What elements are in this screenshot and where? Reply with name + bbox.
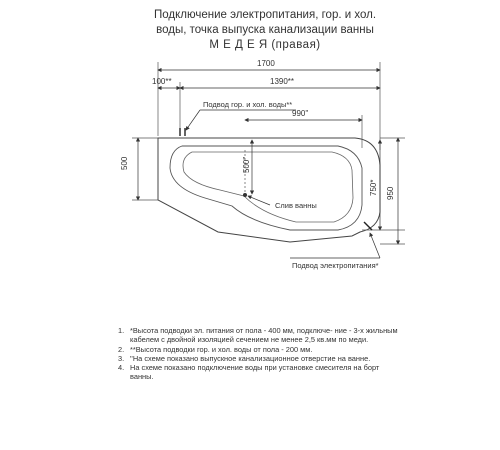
title-line-1: Подключение электропитания, гор. и хол. (153, 9, 377, 21)
label-drain: Слив ванны (275, 201, 317, 210)
title-line-2: воды, точка выпуска канализации ванны (156, 24, 374, 36)
dim-left-height: 500 (120, 156, 129, 170)
dim-left-offset: 100** (152, 77, 172, 86)
label-power-supply: Подвод электропитания* (292, 261, 379, 270)
note-item: 3. ''На схеме показано выпускное канализационное отверстие на ванне. (118, 353, 371, 363)
dim-total-height: 950 (386, 186, 395, 200)
drain-point (243, 193, 247, 197)
bathtub-basin (183, 152, 353, 222)
dim-total-width: 1700 (257, 59, 275, 68)
label-water-supply: Подвод гор. и хол. воды** (203, 100, 293, 109)
title-line-3: М Е Д Е Я (правая) (209, 39, 321, 51)
note-item: 2. **Высота подводки гор. и хол. воды от пола - 200 мм. (118, 344, 313, 354)
notes-list (118, 326, 398, 382)
dim-right-offset: 1390** (270, 77, 295, 86)
note-item: 4. На схеме показано подключение воды при установке смесителя на борт ванны. (118, 363, 380, 382)
dim-inner-height: 750* (369, 179, 378, 196)
dim-drain-height: 500'' (242, 156, 251, 173)
bathtub-outer-rim (158, 138, 380, 242)
bathtub-inner-rim (170, 146, 362, 230)
note-item: 1. *Высота подводки эл. питания от пола - 400 мм, подключе- ние - 3-х жильным кабелем с двойной изоляцией сечением не менее 2,5 кв.мм по меди. (118, 326, 398, 345)
dim-inner-length: 990'' (292, 109, 309, 118)
